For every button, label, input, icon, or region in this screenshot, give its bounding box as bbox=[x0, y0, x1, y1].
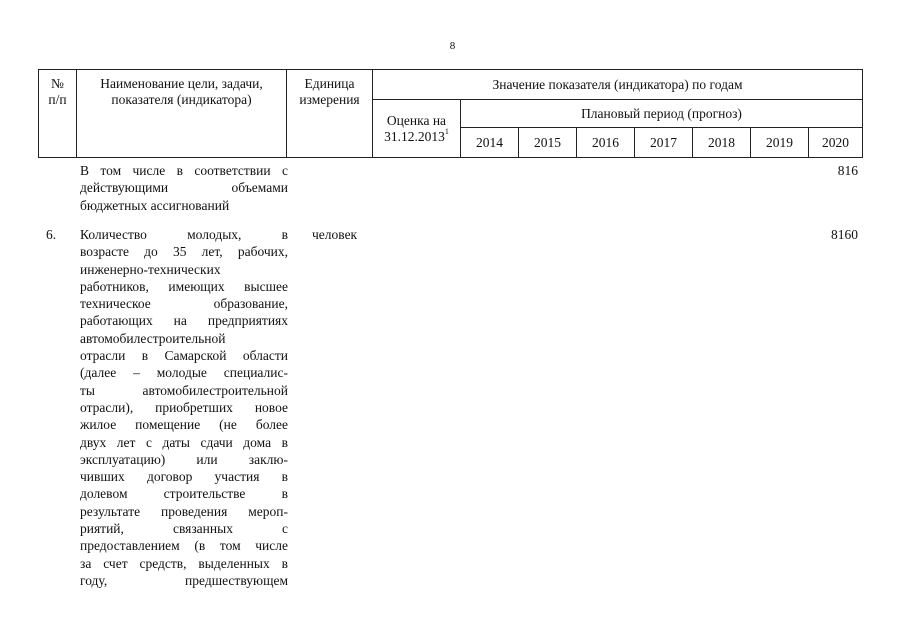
header-year-2017: 2017 bbox=[635, 128, 693, 158]
header-year-2016: 2016 bbox=[577, 128, 635, 158]
header-year-2015: 2015 bbox=[519, 128, 577, 158]
header-year-2014: 2014 bbox=[461, 128, 519, 158]
row-1-name: В том числе в соответствии с действующими объемами бюджетных ассигнований bbox=[80, 163, 288, 213]
header-estimate-date: 31.12.2013 bbox=[384, 128, 445, 144]
header-num-sub: п/п bbox=[48, 92, 67, 107]
header-name: Наименование цели, задачи, показателя (индикатора) bbox=[77, 70, 287, 158]
header-plan-period: Плановый период (прогноз) bbox=[461, 100, 863, 128]
row-1-value-2020: 816 bbox=[837, 163, 858, 178]
header-num: № bbox=[51, 76, 64, 91]
row-6-unit: человек bbox=[312, 227, 358, 242]
header-year-2020: 2020 bbox=[809, 128, 863, 158]
indicator-table-header bbox=[38, 69, 863, 158]
header-num-cell bbox=[39, 70, 77, 158]
row-6-num: 6. bbox=[46, 227, 57, 242]
header-year-2019: 2019 bbox=[751, 128, 809, 158]
header-estimate-cell bbox=[373, 100, 461, 158]
header-estimate: Оценка на bbox=[386, 112, 447, 128]
row-6-name: Количество молодых, в возрасте до 35 лет, рабочих, инженерно-технических работников, имеющих высшее техническое образование, работающих на предприятиях автомобилестроительной отрасли в Самарской области (далее – молодые специалис- ты автомобилестроительной отрасли), приобретших новое жилое помещение (не более двух лет с даты сдачи дома в эксплуатацию) или заклю- чивших договор участия в долевом строительстве в результате проведения мероп- риятий, связанных с предоставлением (в том числе за счет средств, выделенных в году, предшествующем bbox=[80, 227, 288, 588]
page-number: 8 bbox=[449, 40, 456, 52]
header-unit: Единица измерения bbox=[287, 70, 373, 158]
header-year-2018: 2018 bbox=[693, 128, 751, 158]
header-estimate-footnote: 1 bbox=[444, 127, 449, 136]
row-6-value-2020: 8160 bbox=[831, 227, 858, 242]
header-values-title: Значение показателя (индикатора) по годам bbox=[373, 70, 863, 100]
